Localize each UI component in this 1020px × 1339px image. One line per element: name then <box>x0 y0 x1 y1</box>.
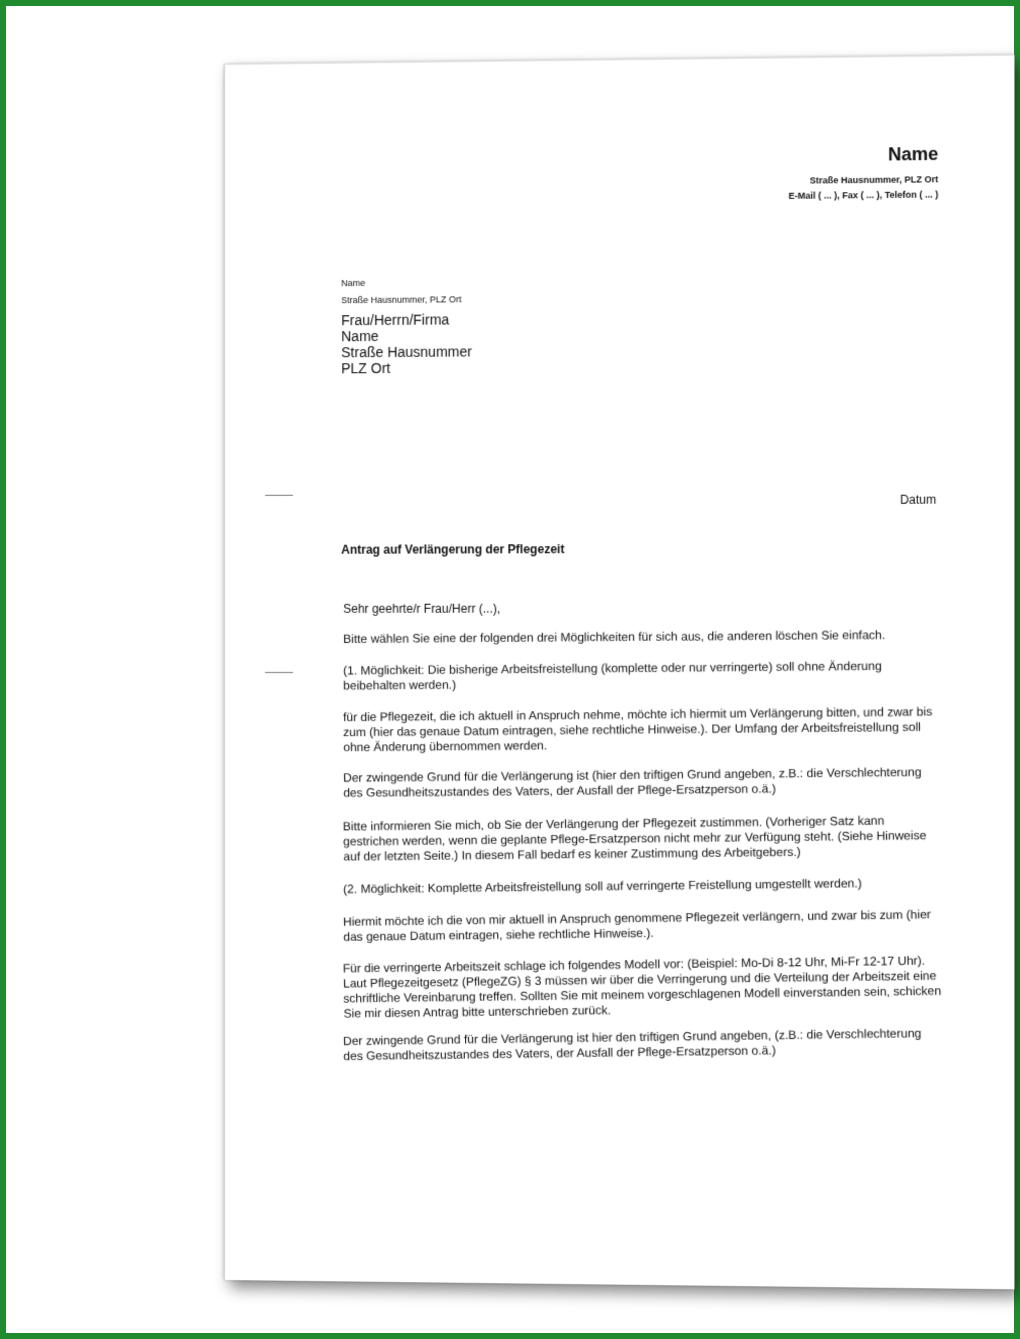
paragraph-option-2-model: Für die verringerte Arbeitszeit schlage ich folgendes Modell vor: (Beispiel: Mo-Di 8-12 Uhr, Mi-Fr 12-17 Uhr). Laut Pflegezeitgesetz (PflegeZG) § 3 müssen wir über die Verringerung und die Verteilung der Arbeitszeit eine schriftliche Vereinbarung treffen. Sollten Sie mit meinem vorgeschlagenen Modell einverstanden sein, schicken Sie mir diesen Antrag bitte unterschrieben zurück. <box>342 953 942 1021</box>
paragraph-option-2-heading: (2. Möglichkeit: Komplette Arbeitsfreistellung soll auf verringerte Freistellung umgestellt werden.) <box>343 876 863 897</box>
paragraph-instructions: Bitte wählen Sie eine der folgenden drei Möglichkeiten für sich aus, die anderen löschen Sie einfach. <box>343 627 886 646</box>
document-page <box>224 55 1014 1290</box>
letter-subject: Antrag auf Verlängerung der Pflegezeit <box>341 542 565 557</box>
sender-contact: E-Mail ( ... ), Fax ( ... ), Telefon ( ... ) <box>788 189 939 201</box>
return-address-street: Straße Hausnummer, PLZ Ort <box>341 294 462 306</box>
sender-name: Name <box>888 143 939 165</box>
salutation: Sehr geehrte/r Frau/Herr (...), <box>343 601 501 616</box>
paragraph-option-2-reason: Der zwingende Grund für die Verlängerung ist hier den triftigen Grund angeben, (z.B.: die Verschlechterung des Gesundheitszustandes des Vaters, der Ausfall der Pflege-Ersatzperson o.ä.) <box>342 1025 922 1064</box>
date-field: Datum <box>900 492 937 507</box>
recipient-line-3: Straße Hausnummer <box>341 343 472 361</box>
paragraph-option-1-heading: (1. Möglichkeit: Die bisherige Arbeitsfreistellung (komplette oder nur verringerte) soll ohne Änderung beibehalten werden.) <box>343 658 882 693</box>
recipient-line-2: Name <box>341 327 379 345</box>
recipient-line-1: Frau/Herrn/Firma <box>341 311 450 329</box>
recipient-line-4: PLZ Ort <box>341 359 391 377</box>
fold-mark-top <box>265 495 293 496</box>
sender-address: Straße Hausnummer, PLZ Ort <box>809 174 939 186</box>
paragraph-option-1-reason: Der zwingende Grund für die Verlängerung ist (hier den triftigen Grund angeben, z.B.: die Verschlechterung des Gesundheitszustandes des Vaters, der Ausfall der Pflege-Ersatzperson o.ä.) <box>343 764 922 800</box>
paragraph-option-1-consent: Bitte informieren Sie mich, ob Sie der Verlängerung der Pflegezeit zustimmen. (Vorheriger Satz kann gestrichen werden, wenn die geplante Pflege-Ersatzperson nicht mehr zur Verfügung steht. (Siehe Hinweise auf der letzten Seite.) In diesem Fall bedarf es keiner Zustimmung des Arbeitgebers.) <box>342 813 927 864</box>
return-address-name: Name <box>341 277 366 289</box>
fold-mark-middle <box>265 672 293 673</box>
paragraph-option-1-request: für die Pflegezeit, die ich aktuell in Anspruch nehme, möchte ich hiermit um Verlängerung bitten, und zwar bis zum (hier das genaue Datum eintragen, siehe rechtliche Hinweise.). Der Umfang der Arbeitsfreistellung soll ohne Änderung übernommen werden. <box>342 704 933 755</box>
paragraph-option-2-request: Hiermit möchte ich die von mir aktuell in Anspruch genommene Pflegezeit verlängern, und zwar bis zum (hier das genaue Datum eintragen, siehe rechtliche Hinweise.). <box>342 907 932 944</box>
